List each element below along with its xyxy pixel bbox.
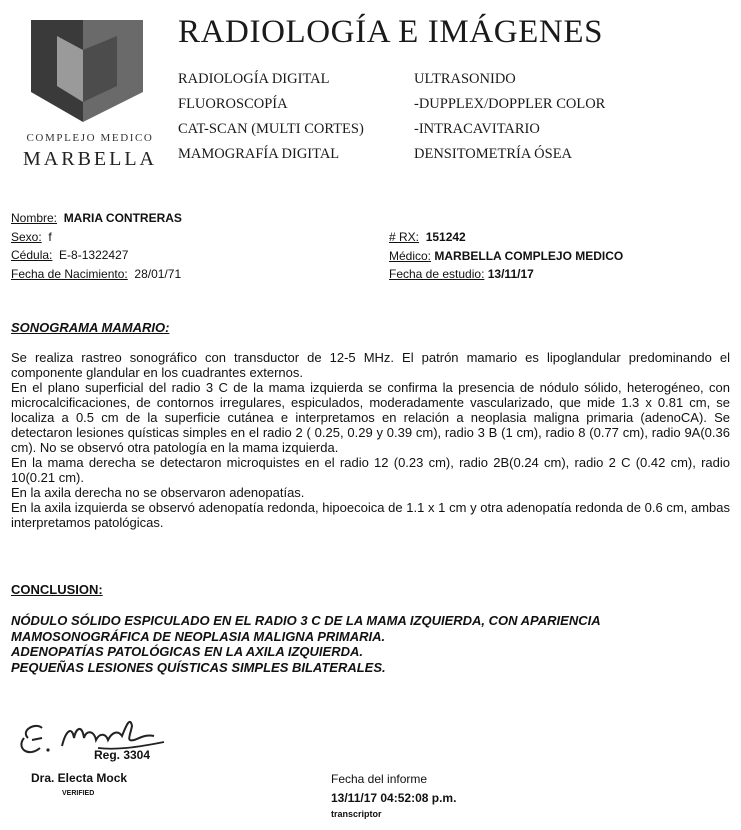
- service-item: CAT-SCAN (MULTI CORTES): [178, 121, 364, 137]
- patient-info: [11, 209, 182, 283]
- report-paragraph: En la mama derecha se detectaron microquistes en el radio 12 (0.23 cm), radio 2B(0.24 cm), radio 2 C (0.42 cm), radio 10(0.21 cm).: [11, 455, 730, 485]
- patient-sex: f: [48, 229, 52, 244]
- service-item: -INTRACAVITARIO: [414, 121, 540, 137]
- services-left: [178, 70, 364, 170]
- conclusion-line: PEQUEÑAS LESIONES QUÍSTICAS SIMPLES BILATERALES.: [11, 659, 386, 675]
- patient-id: E-8-1322427: [59, 248, 129, 262]
- report-date: 13/11/17 04:52:08 p.m.: [331, 791, 457, 805]
- report-title: SONOGRAMA MAMARIO:: [11, 320, 170, 335]
- conclusion-line: NÓDULO SÓLIDO ESPICULADO EN EL RADIO 3 C DE LA MAMA IZQUIERDA, CON APARIENCIA: [11, 613, 601, 628]
- logo-text-top: COMPLEJO MEDICO: [26, 132, 154, 144]
- conclusion-line: ADENOPATÍAS PATOLÓGICAS EN LA AXILA IZQUIERDA.: [11, 644, 363, 659]
- sex-label: Sexo:: [11, 229, 42, 244]
- clinic-title: RADIOLOGÍA E IMÁGENES: [178, 14, 604, 50]
- report-date-label: Fecha del informe: [331, 772, 428, 786]
- service-item: MAMOGRAFÍA DIGITAL: [178, 146, 340, 162]
- report-paragraph: Se realiza rastreo sonográfico con transductor de 12-5 MHz. El patrón mamario es lipoglandular predominando el componente glandular en los cuadrantes externos.: [11, 350, 730, 380]
- logo-text-bottom: MARBELLA: [23, 148, 157, 170]
- patient-name: MARIA CONTRERAS: [63, 211, 182, 225]
- service-item: RADIOLOGÍA DIGITAL: [178, 71, 330, 87]
- report-paragraph: En la axila izquierda se observó adenopatía redonda, hipoecoica de 1.1 x 1 cm y otra adenopatía redonda de 0.6 cm, ambas interpretamos patológicas.: [11, 500, 730, 530]
- dob-label: Fecha de Nacimiento:: [11, 266, 128, 281]
- service-item: ULTRASONIDO: [414, 71, 516, 87]
- service-item: -DUPPLEX/DOPPLER COLOR: [414, 96, 606, 112]
- conclusion-line: MAMOSONOGRÁFICA DE NEOPLASIA MALIGNA PRIMARIA.: [11, 628, 386, 644]
- referring-doctor: MARBELLA COMPLEJO MEDICO: [434, 248, 624, 263]
- signing-doctor: Dra. Electa Mock: [31, 771, 128, 785]
- study-date: 13/11/17: [487, 267, 534, 281]
- conclusion-title: CONCLUSION:: [11, 582, 103, 597]
- patient-dob: 28/01/71: [134, 266, 182, 281]
- report-paragraph: En la axila derecha no se observaron adenopatías.: [11, 485, 305, 500]
- transcriptor-label: transcriptor: [331, 809, 382, 819]
- rx-number: 151242: [425, 230, 466, 244]
- clinic-logo: [12, 14, 162, 170]
- conclusion-list: [11, 613, 733, 675]
- doctor-label: Médico:: [389, 248, 432, 263]
- services-right: [414, 70, 605, 170]
- service-item: FLUOROSCOPÍA: [178, 96, 288, 112]
- signature-registration: Reg. 3304: [94, 748, 151, 762]
- service-item: DENSITOMETRÍA ÓSEA: [414, 146, 573, 162]
- study-date-label: Fecha de estudio:: [389, 267, 485, 281]
- verified-label: VERIFIED: [62, 790, 95, 797]
- report-paragraph: En el plano superficial del radio 3 C de la mama izquierda se confirma la presencia de nódulo sólido, heterogéneo, con microcalcificaciones, de contornos irregulares, espiculados, moderadamente vascularizado, que mide 1.3 x 0.81 cm, se localiza a 0.5 cm de la superficie cutánea e interpretamos en relación a neoplasia maligna primaria (adenoCA). Se detectaron lesiones quísticas simples en el radio 2 ( 0.25, 0.29 y 0.39 cm), radio 3 B (1 cm), radio 8 (0.77 cm), radio 9A(0.36 cm). No se observó otra patología en la mama izquierda.: [11, 380, 730, 455]
- report-body: [11, 350, 730, 530]
- study-info: [389, 228, 623, 284]
- cube-logo-icon: [27, 14, 147, 124]
- rx-label: # RX:: [389, 230, 420, 244]
- name-label: Nombre:: [11, 211, 58, 225]
- id-label: Cédula:: [11, 248, 53, 262]
